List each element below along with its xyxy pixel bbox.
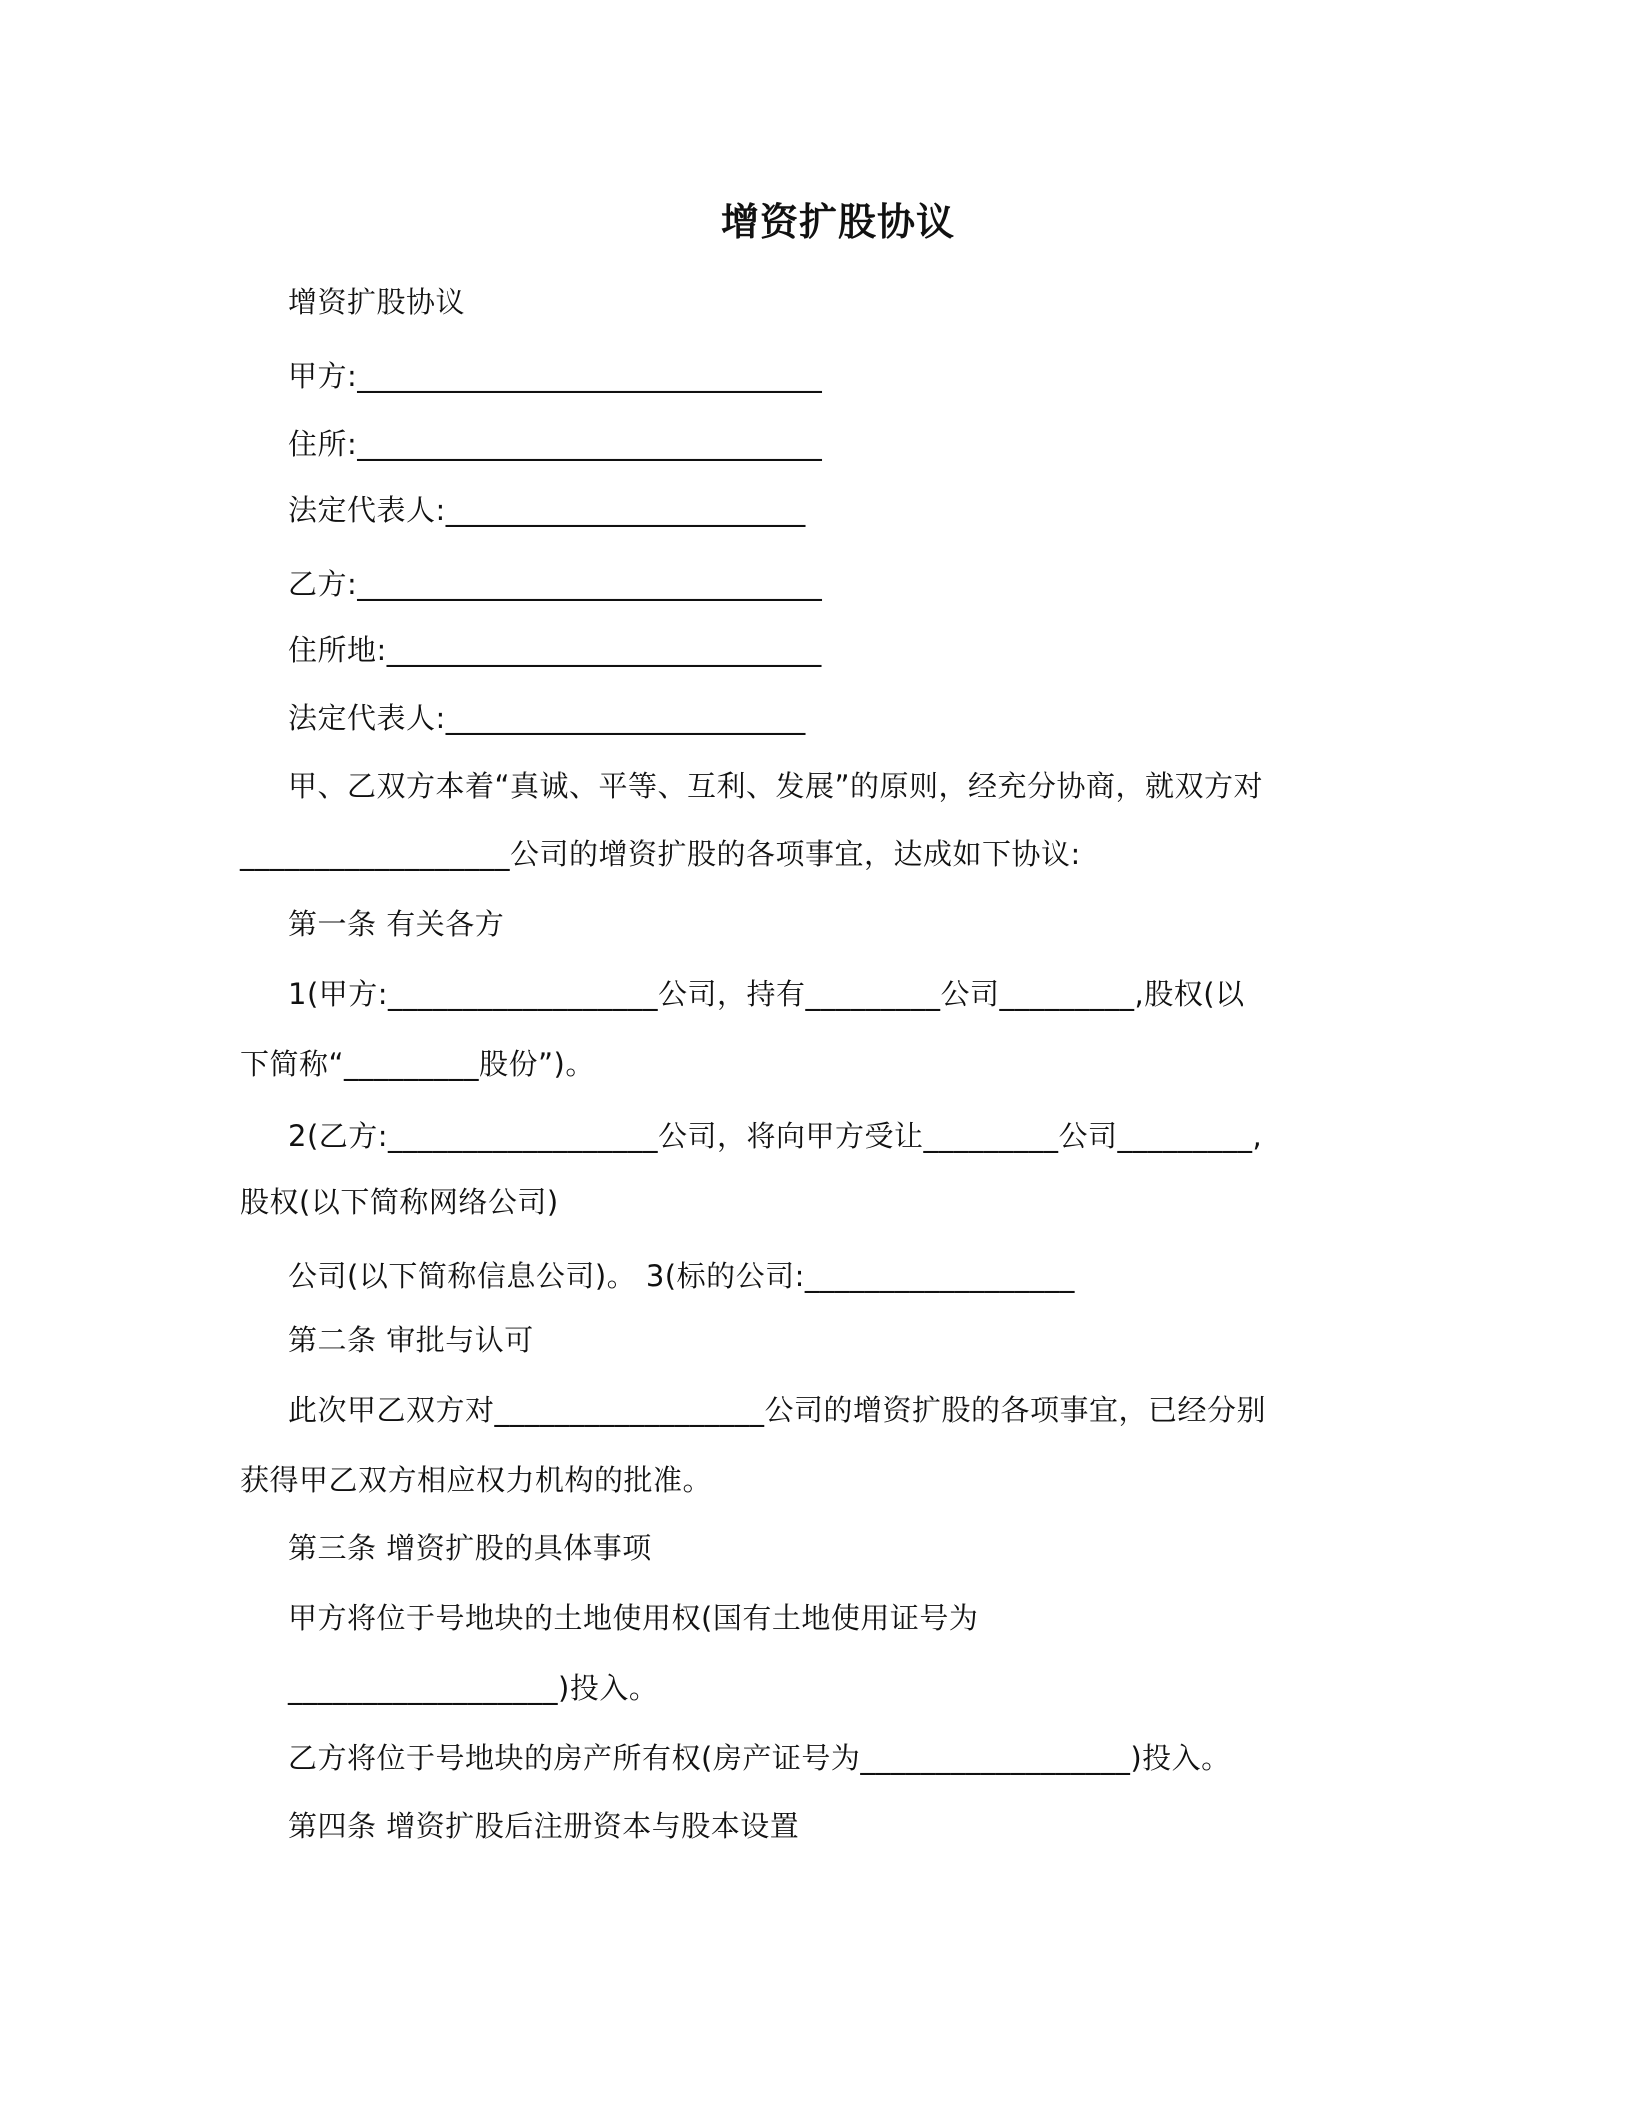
article-1-item-1-line-2: 下简称“_________股份”)。: [240, 1047, 595, 1081]
article-4-heading: 第四条 增资扩股后注册资本与股本设置: [288, 1809, 800, 1843]
party-a-address-field: 住所:_______________________________: [288, 427, 823, 461]
party-b-legal-rep-field: 法定代表人:________________________: [288, 701, 806, 735]
article-2-body-line-2: 获得甲乙双方相应权力机构的批准。: [240, 1463, 713, 1497]
article-1-item-2-line-2: 股权(以下简称网络公司): [240, 1185, 559, 1219]
article-2-heading: 第二条 审批与认可: [288, 1323, 534, 1357]
preamble-line-1: 甲、乙双方本着“真诚、平等、互利、发展”的原则，经充分协商，就双方对: [288, 769, 1264, 803]
article-1-item-1-line-1: 1(甲方:__________________公司，持有_________公司_________,股权(以: [288, 977, 1245, 1011]
article-3-party-b-line: 乙方将位于号地块的房产所有权(房产证号为__________________)投入。: [288, 1741, 1231, 1775]
article-1-item-2-line-1: 2(乙方:__________________公司，将向甲方受让_________公司_________,: [288, 1119, 1263, 1153]
article-3-heading: 第三条 增资扩股的具体事项: [288, 1531, 652, 1565]
party-a-field: 甲方:_______________________________: [288, 359, 823, 393]
party-a-legal-rep-field: 法定代表人:________________________: [288, 493, 806, 527]
article-3-party-a-line-1: 甲方将位于号地块的土地使用权(国有土地使用证号为: [288, 1601, 979, 1635]
preamble-line-2: __________________公司的增资扩股的各项事宜，达成如下协议:: [240, 837, 1081, 871]
article-2-body-line-1: 此次甲乙双方对__________________公司的增资扩股的各项事宜，已经分别: [288, 1393, 1267, 1427]
party-b-field: 乙方:_______________________________: [288, 567, 823, 601]
party-b-address-field: 住所地:_____________________________: [288, 633, 822, 667]
article-1-heading: 第一条 有关各方: [288, 907, 505, 941]
article-1-item-3: 公司(以下简称信息公司)。 3(标的公司:__________________: [288, 1259, 1075, 1293]
article-3-party-a-line-2: __________________)投入。: [288, 1671, 659, 1705]
document-title: 增资扩股协议: [720, 200, 955, 244]
document-subtitle: 增资扩股协议: [288, 285, 466, 319]
